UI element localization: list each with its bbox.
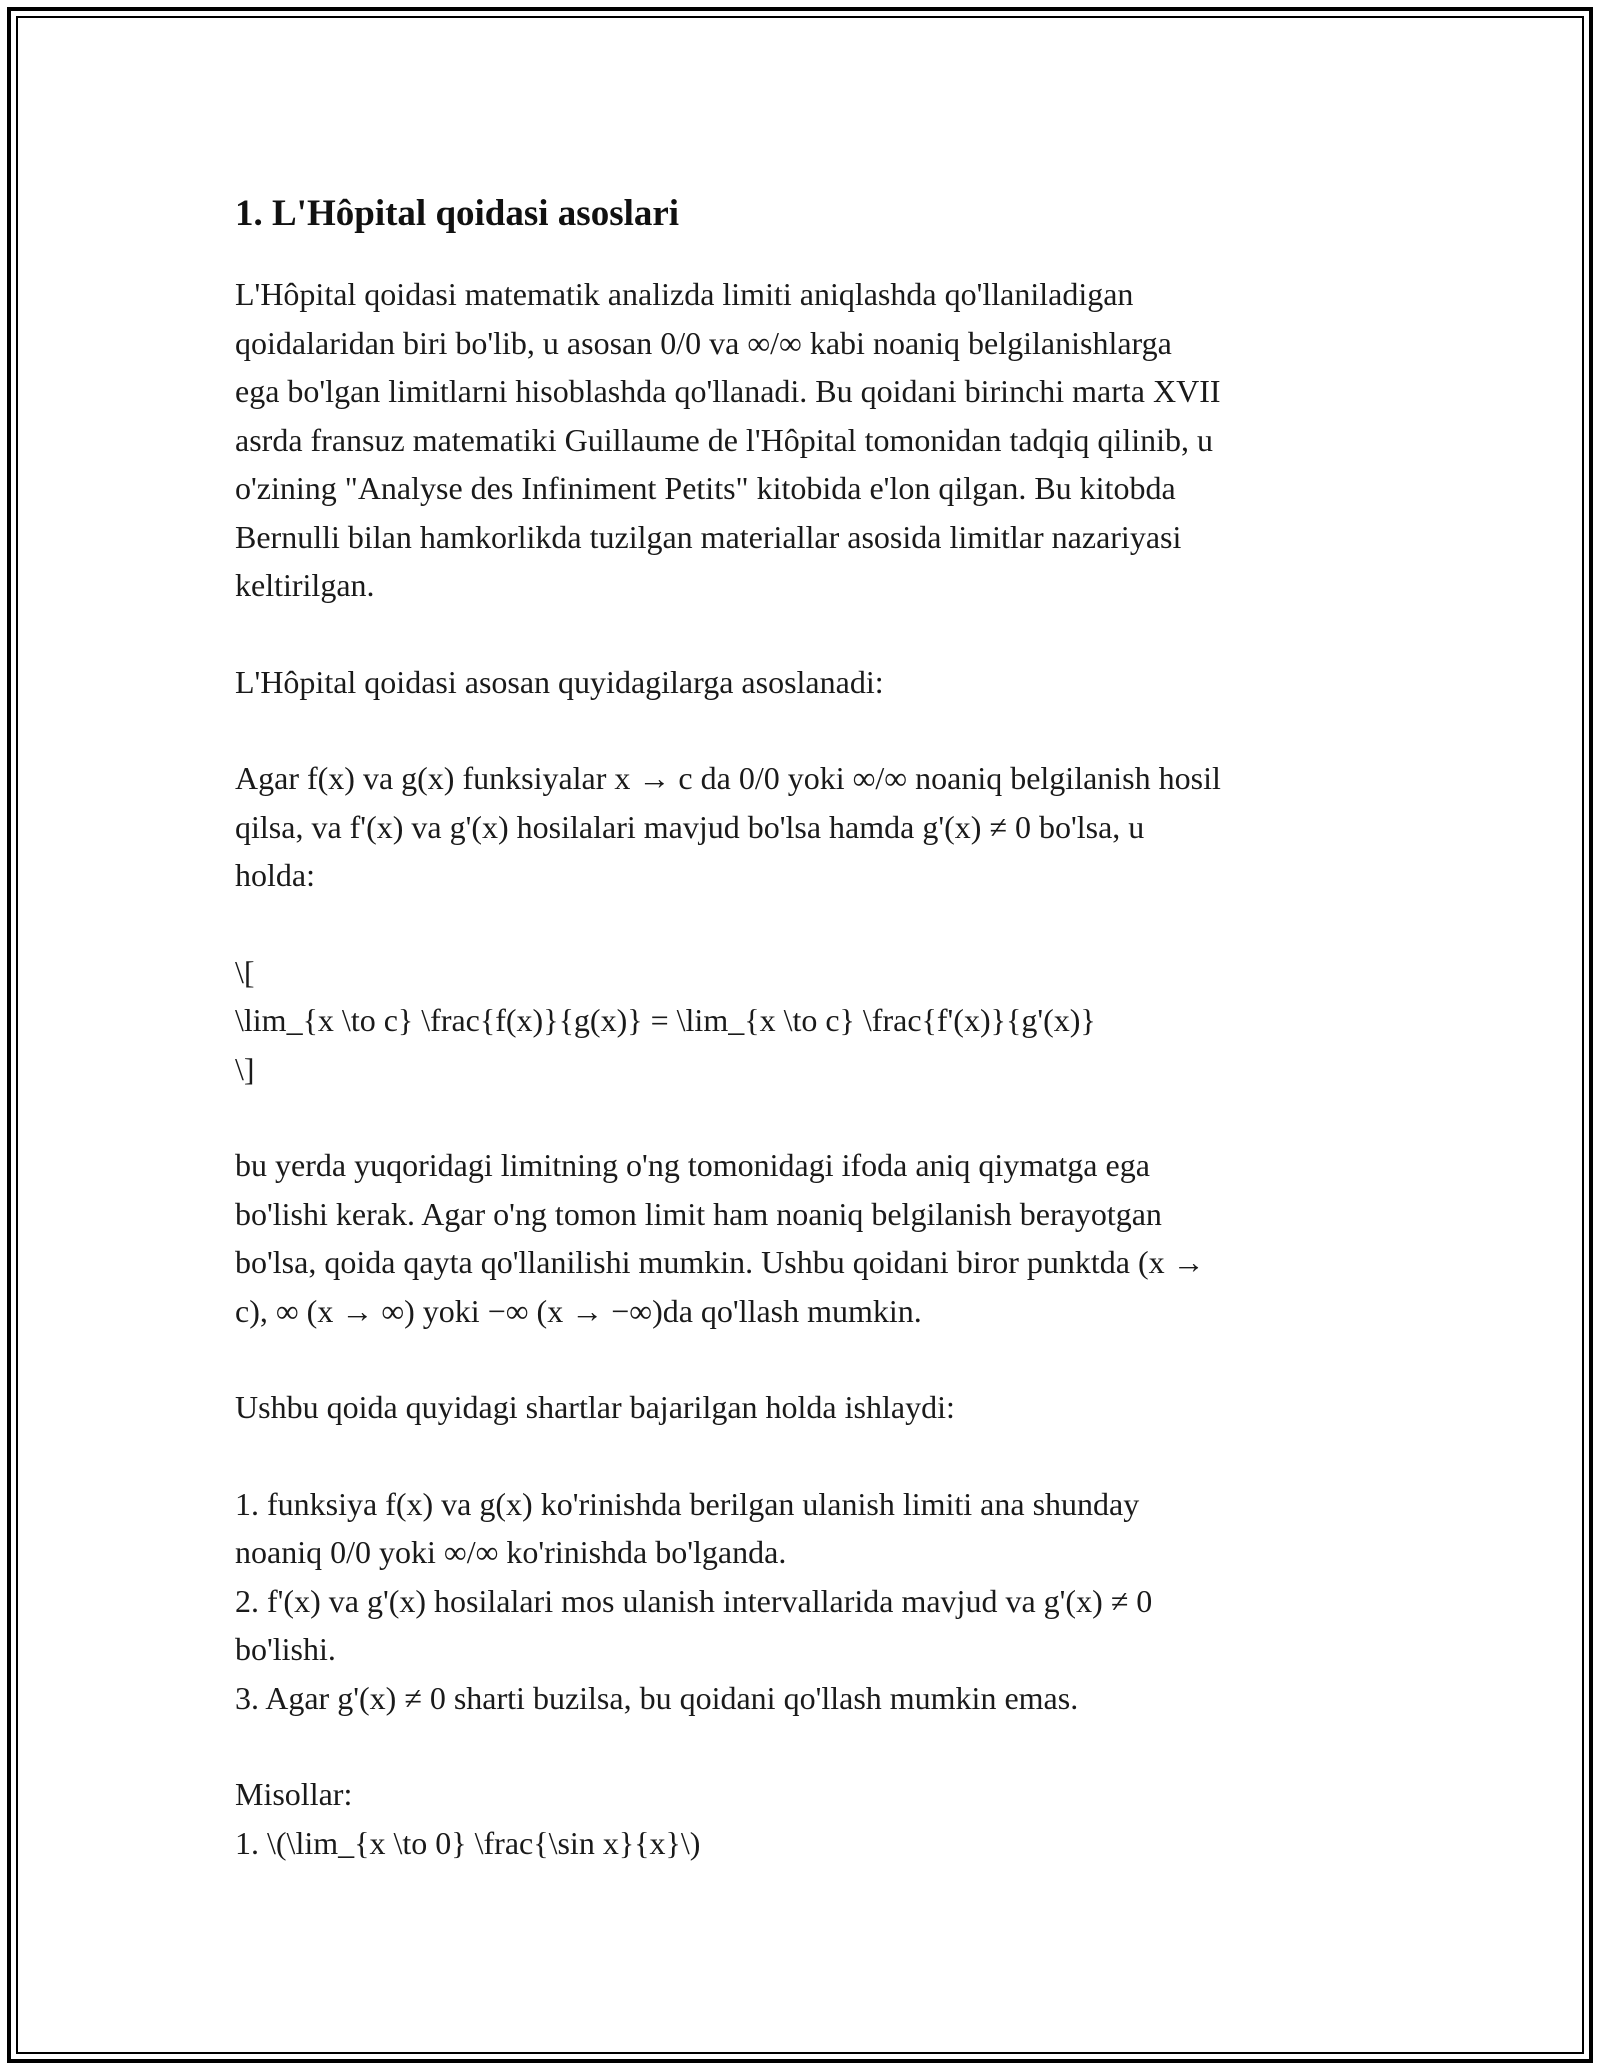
explanation-paragraph: bu yerda yuqoridagi limitning o'ng tomonidagi ifoda aniq qiymatga ega bo'lishi kerak. Agar o'ng tomon limit ham noaniq belgilanish berayotgan bo'lsa, qoida qayta qo'llanilishi mumkin. Ushbu qoidani biror punktda (x → c), ∞ (x → ∞) yoki −∞ (x → −∞)da qo'llash mumkin.	[235, 1147, 1205, 1329]
document-body	[235, 186, 1375, 1867]
formula-block: \[ \lim_{x \to c} \frac{f(x)}{g(x)} = \lim_{x \to c} \frac{f'(x)}{g'(x)} \]	[235, 953, 1096, 1087]
examples-section: Misollar: 1. \(\lim_{x \to 0} \frac{\sin x}{x}\)	[235, 1776, 701, 1861]
section-heading: 1. L'Hôpital qoidasi asoslari	[235, 193, 680, 234]
conditions-list: 1. funksiya f(x) va g(x) ko'rinishda berilgan ulanish limiti ana shunday noaniq 0/0 yoki ∞/∞ ko'rinishda bo'lganda. 2. f'(x) va g'(x) hosilalari mos ulanish intervallarida mavjud va g'(x) ≠ 0 bo'lishi. 3. Agar g'(x) ≠ 0 sharti buzilsa, bu qoidani qo'llash mumkin emas.	[235, 1485, 1153, 1716]
intro-paragraph: L'Hôpital qoidasi matematik analizda limiti aniqlashda qo'llaniladigan qoidalaridan biri bo'lib, u asosan 0/0 va ∞/∞ kabi noaniq belgilanishlarga ega bo'lgan limitlarni hisoblashda qo'llanadi. Bu qoidani birinchi marta XVII asrda fransuz matematiki Guillaume de l'Hôpital tomonidan tadqiq qilinib, u o'zining "Analyse des Infiniment Petits" kitobida e'lon qilgan. Bu kitobda Bernulli bilan hamkorlikda tuzilgan materiallar asosida limitlar nazariyasi keltirilgan.	[235, 276, 1221, 603]
condition-paragraph: Agar f(x) va g(x) funksiyalar x → c da 0/0 yoki ∞/∞ noaniq belgilanish hosil qilsa, va f'(x) va g'(x) hosilalari mavjud bo'lsa hamda g'(x) ≠ 0 bo'lsa, u holda:	[235, 760, 1221, 893]
basis-paragraph: L'Hôpital qoidasi asosan quyidagilarga asoslanadi:	[235, 663, 884, 700]
conditions-intro: Ushbu qoida quyidagi shartlar bajarilgan holda ishlaydi:	[235, 1389, 955, 1425]
